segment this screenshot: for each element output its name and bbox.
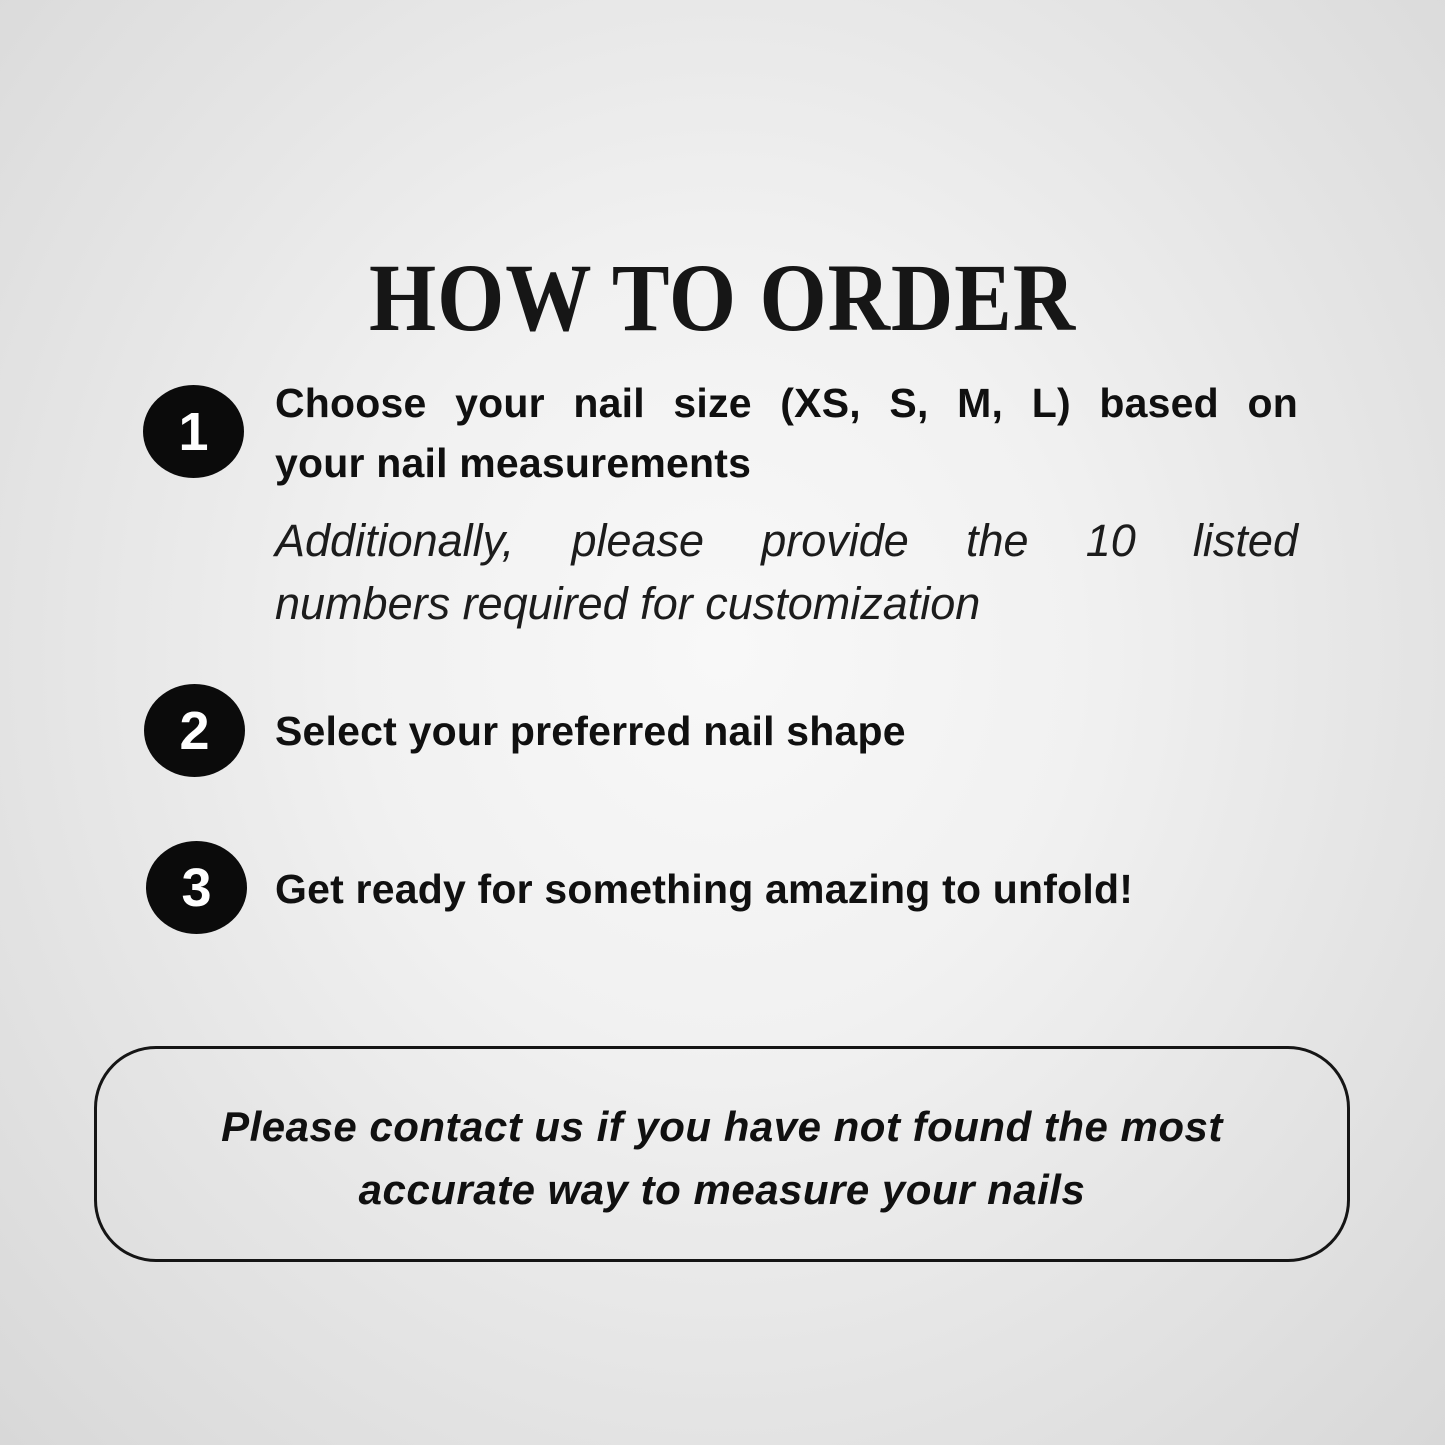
step-3-number: 3 bbox=[181, 857, 212, 918]
step-1-number-badge bbox=[143, 385, 244, 478]
page-title: HOW TO ORDER bbox=[369, 244, 1076, 352]
step-1-note-line-2: numbers required for customization bbox=[275, 578, 981, 629]
step-1-number: 1 bbox=[178, 401, 209, 462]
step-2-heading-line-1: Select your preferred nail shape bbox=[275, 708, 906, 754]
step-2-heading bbox=[275, 701, 1298, 761]
step-1-heading-line-2: your nail measurements bbox=[275, 440, 752, 486]
contact-note-line-1: Please contact us if you have not found the most bbox=[221, 1103, 1223, 1150]
step-3-heading-line-1: Get ready for something amazing to unfold! bbox=[275, 866, 1134, 912]
step-1-note-line-1: Additionally, please provide the 10 listed bbox=[275, 515, 1298, 566]
step-3-number-badge bbox=[146, 841, 247, 934]
contact-note-line-2: accurate way to measure your nails bbox=[358, 1166, 1086, 1213]
step-1-heading bbox=[275, 373, 1298, 493]
step-3-heading bbox=[275, 859, 1298, 919]
step-1-heading-line-1: Choose your nail size (XS, S, M, L) based on bbox=[275, 380, 1298, 426]
step-1-note bbox=[275, 509, 1298, 635]
step-2-number: 2 bbox=[179, 700, 210, 761]
step-2-number-badge bbox=[144, 684, 245, 777]
contact-note-text bbox=[94, 1095, 1350, 1221]
